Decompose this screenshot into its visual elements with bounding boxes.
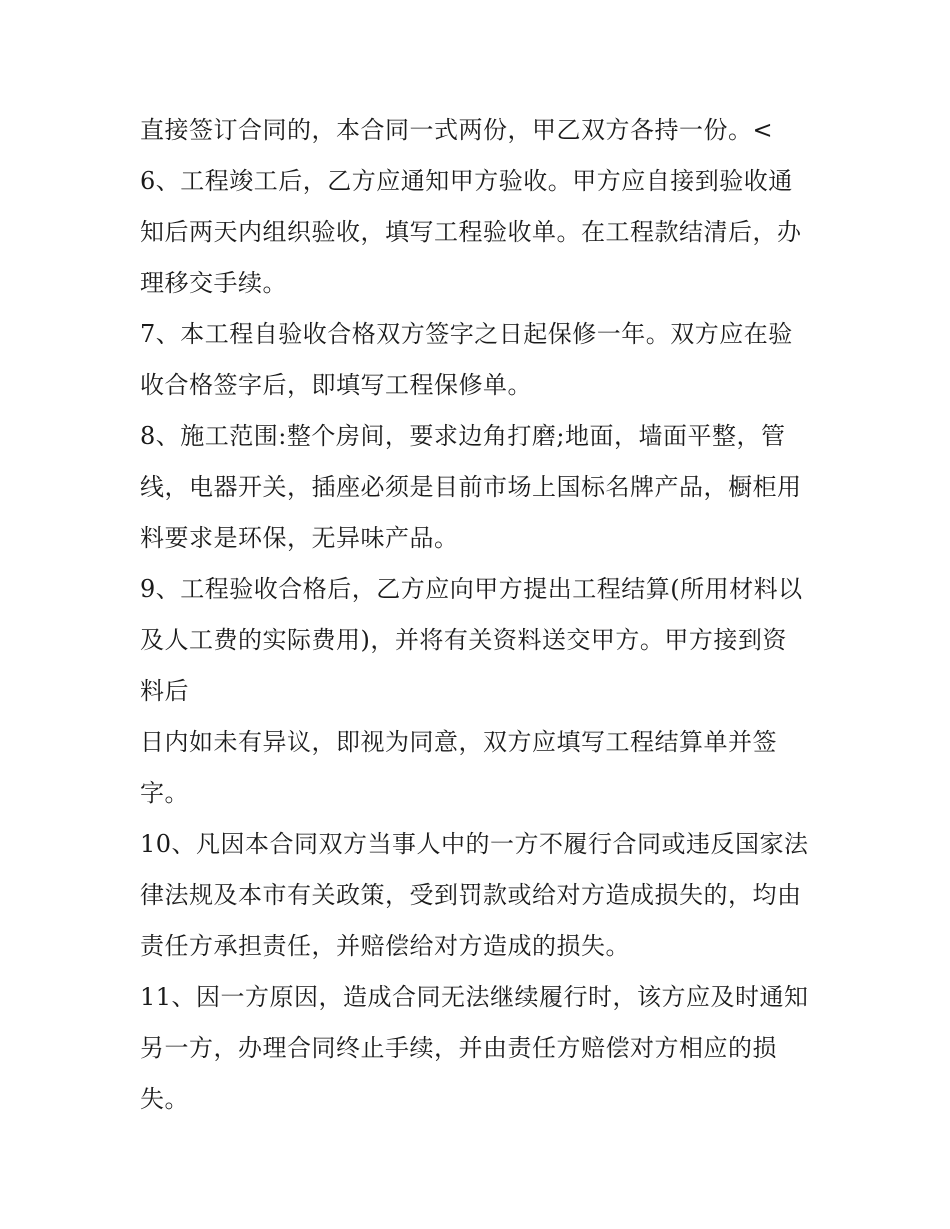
text-line: 收合格签字后，即填写工程保修单。 [140,371,532,399]
text-line: 9、工程验收合格后，乙方应向甲方提出工程结算(所用材料以 [140,575,803,603]
text-line: 责任方承担责任，并赔偿给对方造成的损失。 [140,932,630,960]
text-line: 及人工费的实际费用)，并将有关资料送交甲方。甲方接到资 [140,626,787,654]
text-line: 10、凡因本合同双方当事人中的一方不履行合同或违反国家法 [140,830,809,858]
text-line: 11、因一方原因，造成合同无法继续履行时，该方应及时通知 [140,983,809,1011]
text-line: 失。 [140,1085,189,1113]
text-line: 另一方，办理合同终止手续，并由责任方赔偿对方相应的损 [140,1034,777,1062]
text-line: 6、工程竣工后，乙方应通知甲方验收。甲方应自接到验收通 [140,167,793,195]
text-line: 理移交手续。 [140,269,287,297]
text-line: 7、本工程自验收合格双方签字之日起保修一年。双方应在验 [140,320,793,348]
text-line: 知后两天内组织验收，填写工程验收单。在工程款结清后，办 [140,218,802,246]
text-line: 线，电器开关，插座必须是目前市场上国标名牌产品，橱柜用 [140,473,802,501]
document-body [140,109,820,1129]
text-line: 字。 [140,779,189,807]
text-line: 日内如未有异议，即视为同意，双方应填写工程结算单并签 [140,728,777,756]
text-line: 料后 [140,677,189,705]
text-line: 料要求是环保，无异味产品。 [140,524,459,552]
text-line: 8、施工范围:整个房间，要求边角打磨;地面，墙面平整，管 [140,422,786,450]
text-line: 直接签订合同的，本合同一式两份，甲乙双方各持一份。< [140,116,774,144]
text-line: 律法规及本市有关政策，受到罚款或给对方造成损失的，均由 [140,881,802,909]
